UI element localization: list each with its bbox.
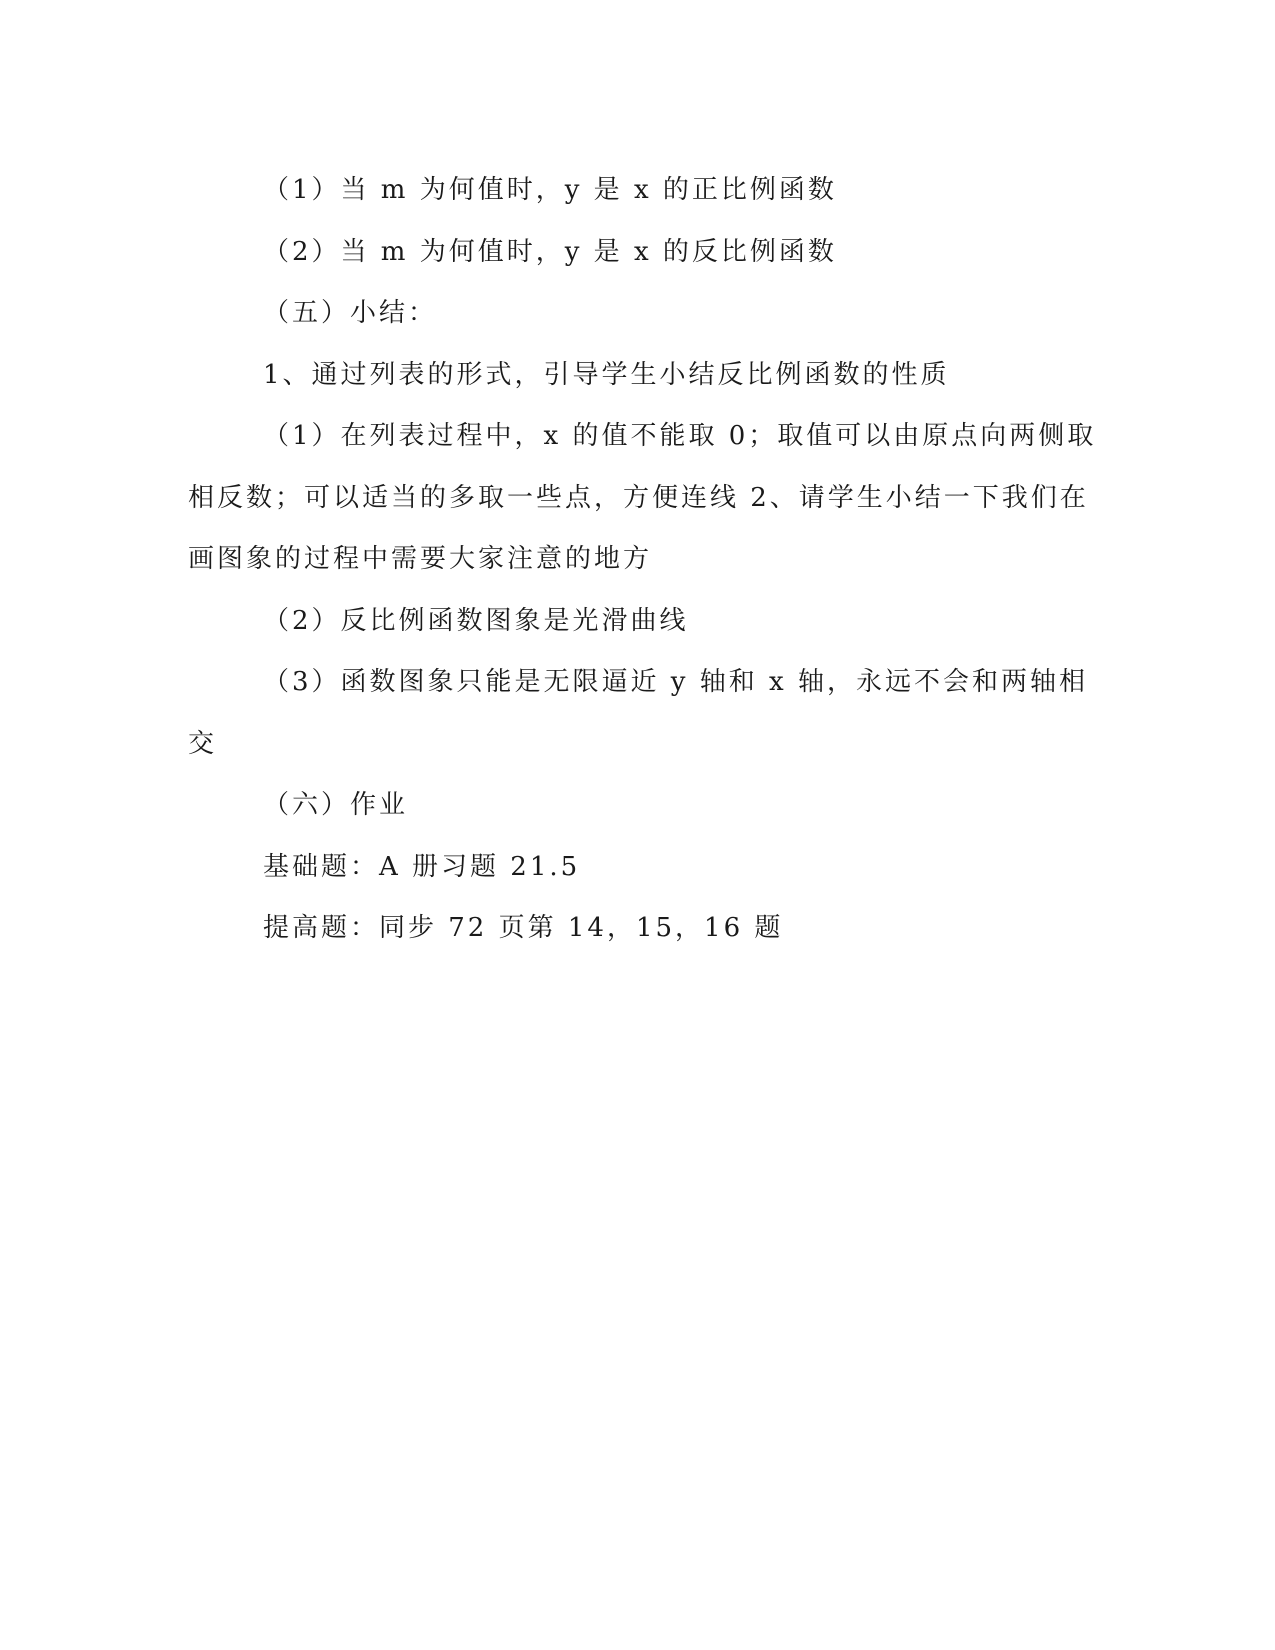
text-line: 画图象的过程中需要大家注意的地方 [188, 544, 653, 574]
text-line: （1）当 m 为何值时，y 是 x 的正比例函数 [263, 175, 837, 205]
text-line: （3）函数图象只能是无限逼近 y 轴和 x 轴，永远不会和两轴相 [263, 667, 1088, 697]
text-line: （1）在列表过程中，x 的值不能取 0；取值可以由原点向两侧取 [263, 421, 1097, 451]
text-line: （2）反比例函数图象是光滑曲线 [263, 605, 689, 636]
section-heading: （五）小结： [263, 298, 438, 328]
text-line: 交 [188, 728, 218, 759]
text-line: 提高题：同步 72 页第 14，15，16 题 [263, 913, 784, 943]
text-line: 1、通过列表的形式，引导学生小结反比例函数的性质 [263, 359, 950, 390]
text-line: （2）当 m 为何值时，y 是 x 的反比例函数 [263, 236, 837, 267]
text-line: 基础题：A 册习题 21.5 [263, 851, 581, 882]
document-body [188, 160, 1097, 960]
text-line: 相反数；可以适当的多取一些点，方便连线 2、请学生小结一下我们在 [188, 482, 1089, 513]
section-heading: （六）作业 [263, 790, 409, 820]
